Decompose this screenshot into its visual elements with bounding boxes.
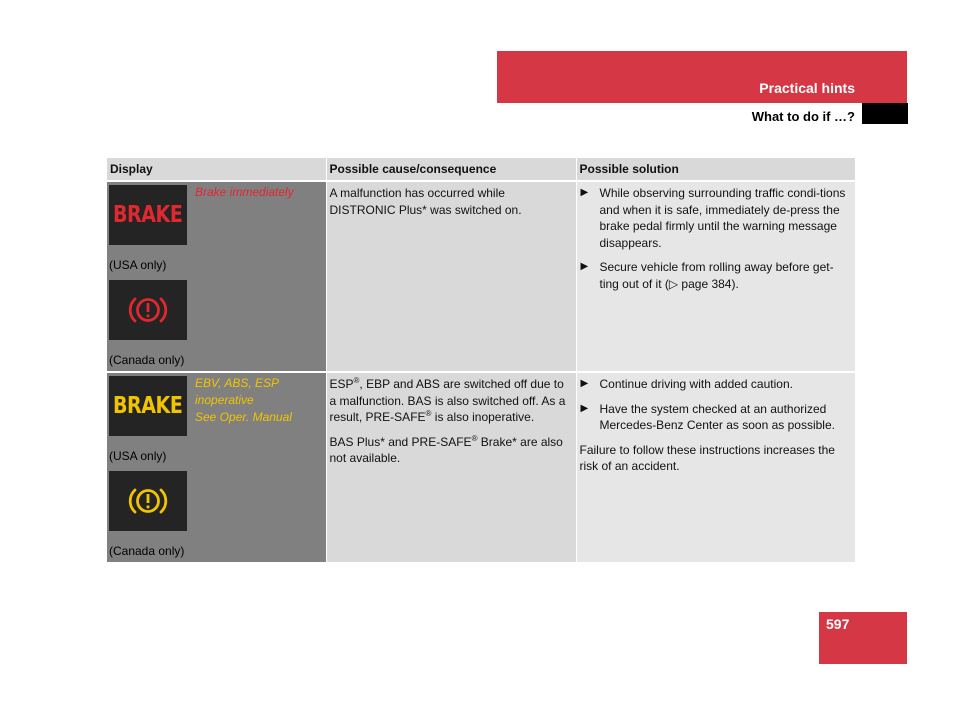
triangle-bullet-icon: ▶ [580, 402, 589, 414]
cause-text: A malfunction has occurred while DISTRONIC Plus* was switched on. [329, 186, 522, 217]
warning-note: Failure to follow these instructions increases the risk of an accident. [579, 442, 835, 473]
triangle-bullet-icon: ▶ [580, 378, 589, 389]
subsection-title: What to do if …? [751, 109, 855, 124]
table-row [107, 181, 855, 372]
triangle-bullet-icon: ▶ [580, 187, 589, 198]
brake-warning-panel [109, 280, 187, 340]
region-note: (Canada only) [109, 543, 185, 558]
display-cell [107, 372, 326, 562]
hints-table [107, 158, 855, 562]
brake-display-text: BRAKE [113, 392, 183, 419]
display-message [195, 375, 292, 426]
section-title: Practical hints [759, 80, 855, 96]
brake-warning-icon [126, 292, 170, 328]
display-message-line: EBV, ABS, ESP [195, 376, 280, 390]
list-item [580, 259, 853, 292]
triangle-bullet-icon: ▶ [580, 261, 589, 272]
display-message: Brake immediately [195, 185, 294, 199]
cause-cell [326, 372, 576, 562]
solution-text: Have the system checked at an authorized Mercedes-Benz Center as soon as possible. [599, 401, 835, 432]
cause-text: BAS Plus* and PRE-SAFE® Brake* are also not available. [329, 433, 563, 465]
display-message-line: inoperative [195, 393, 254, 407]
table-row [107, 372, 855, 562]
brake-display-text: BRAKE [113, 201, 183, 228]
brake-display-panel [109, 376, 187, 436]
subsection-marker [862, 103, 908, 124]
list-item [580, 185, 853, 251]
solution-cell [576, 372, 855, 562]
brake-warning-panel [109, 471, 187, 531]
column-header-cause: Possible cause/consequence [326, 158, 576, 181]
page-number: 597 [826, 616, 850, 632]
region-note: (USA only) [109, 258, 167, 272]
solution-text: Secure vehicle from rolling away before get-ting out of it (▷ page 384). [599, 260, 834, 291]
solution-cell [576, 181, 855, 372]
cause-cell [326, 181, 576, 372]
list-item [580, 401, 853, 434]
list-item [580, 376, 853, 393]
region-note: (USA only) [109, 449, 167, 463]
solution-text: Continue driving with added caution. [599, 377, 793, 391]
solution-text: While observing surrounding traffic condi-tions and when it is safe, immediately de-press the brake pedal firmly until the warning message disappears. [599, 186, 846, 250]
column-header-display: Display [107, 158, 326, 181]
region-note: (Canada only) [109, 352, 185, 367]
table-header-row [107, 158, 855, 181]
brake-display-panel [109, 185, 187, 245]
column-header-solution: Possible solution [576, 158, 855, 181]
display-message-line: See Oper. Manual [195, 410, 292, 424]
display-cell [107, 181, 326, 372]
cause-text: ESP®, EBP and ABS are switched off due to a malfunction. BAS is also switched off. As a result, PRE-SAFE® is also inoperative. [329, 376, 566, 424]
brake-warning-icon [126, 483, 170, 519]
